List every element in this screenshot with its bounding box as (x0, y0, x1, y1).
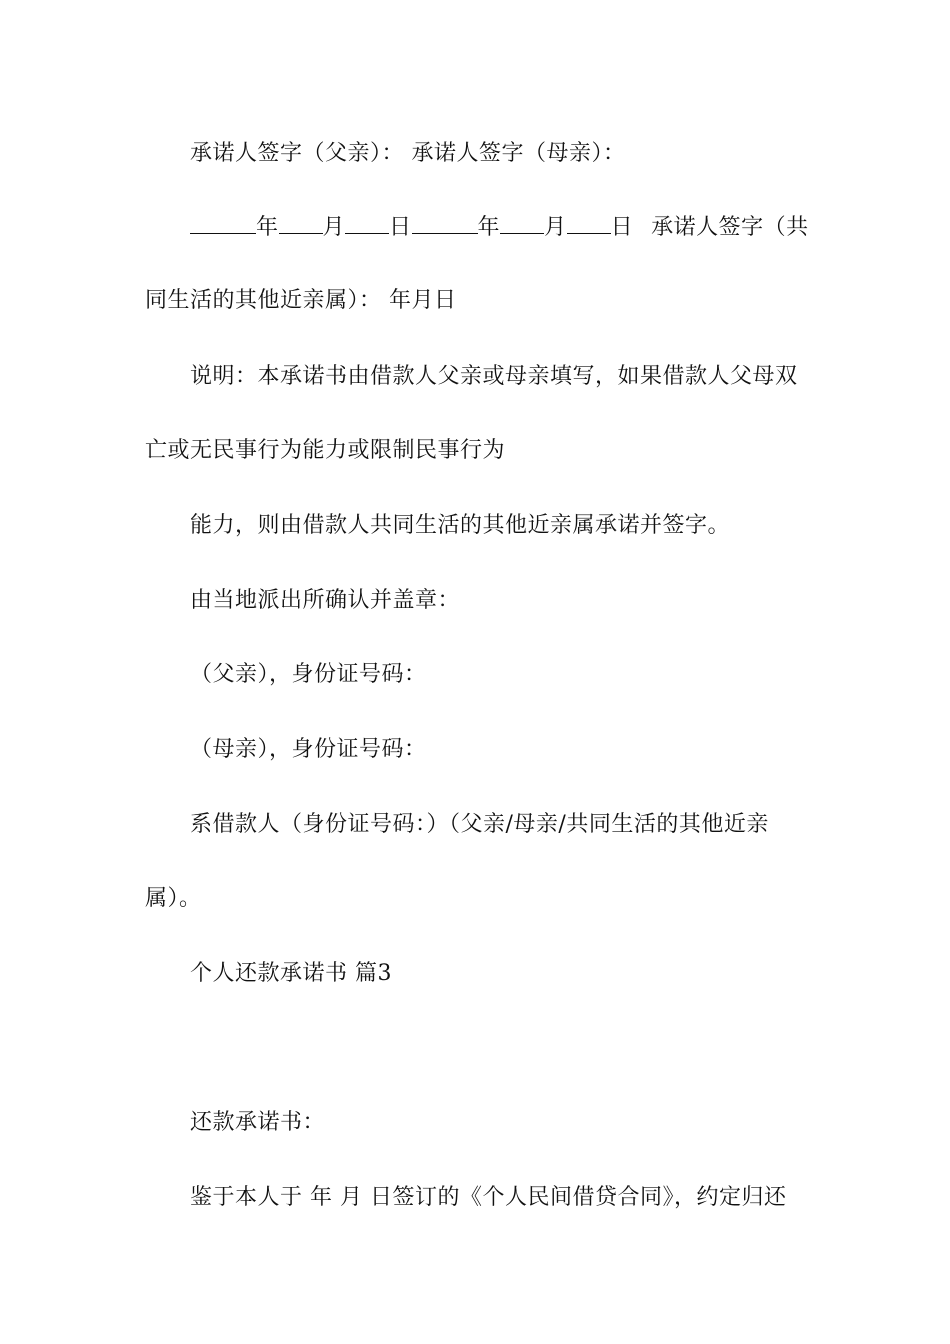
year-label: 年 (256, 215, 279, 240)
month-blank (279, 211, 323, 234)
parents-signature-line: 承诺人签字（父亲）： 承诺人签字（母亲）： (190, 141, 626, 166)
day-label-2: 日 (610, 215, 634, 240)
note-line-1: 说明：本承诺书由借款人父亲或母亲填写，如果借款人父母双 (190, 364, 798, 389)
note-line-3: 能力，则由借款人共同生活的其他近亲属承诺并签字。 (190, 513, 731, 538)
relatives-signature-start: 承诺人签字（共 (651, 215, 809, 240)
relation-line-1: 系借款人（身份证号码：）（父亲/母亲/共同生活的其他近亲 (190, 812, 769, 837)
year-label-2: 年 (477, 215, 501, 240)
relation-line-2: 属）。 (145, 886, 202, 911)
day-blank (345, 211, 389, 234)
mother-id-line: （母亲），身份证号码： (190, 737, 427, 762)
police-confirm-line: 由当地派出所确认并盖章： (190, 588, 461, 613)
year-blank-2 (412, 211, 478, 234)
relatives-signature-end: 同生活的其他近亲属）： 年月日 (145, 288, 457, 313)
repay-line-1: 鉴于本人于 年 月 日签订的《个人民间借贷合同》，约定归还 (190, 1185, 787, 1210)
day-label: 日 (389, 215, 412, 240)
date-signature-line (190, 211, 815, 243)
father-id-line: （父亲），身份证号码： (190, 662, 427, 687)
year-blank (190, 211, 256, 234)
month-label-2: 月 (544, 215, 567, 240)
month-label: 月 (322, 215, 346, 240)
day-blank-2 (567, 211, 611, 234)
section-title: 个人还款承诺书 篇3 (190, 961, 392, 986)
note-line-2: 亡或无民事行为能力或限制民事行为 (145, 438, 506, 463)
repay-title: 还款承诺书： (190, 1110, 326, 1135)
month-blank-2 (500, 211, 544, 234)
